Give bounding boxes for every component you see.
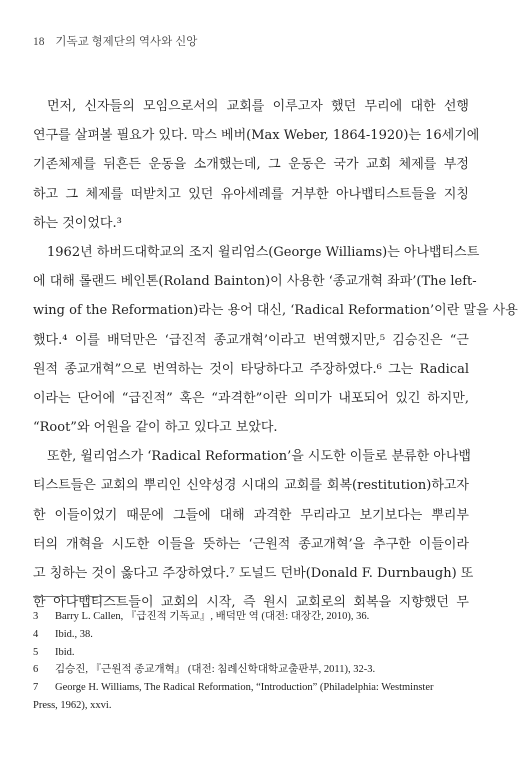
footnote-text: Barry L. Callen, 『급진적 기독교』, 배덕만 역 (대전: 대장간, 2010), 36.	[55, 611, 370, 622]
footnotes	[33, 608, 469, 715]
footnote-divider	[33, 596, 123, 597]
footnote	[33, 644, 469, 662]
paragraph-line: 기존체제를 뒤흔든 운동을 소개했는데, 그 운동은 국가 교회 체제를 부정	[33, 157, 469, 173]
footnote	[33, 608, 469, 626]
paragraph-line: 했다.⁴ 이를 배덕만은 ‘급진적 종교개혁’이라고 번역했지만,⁵ 김승진은 “근	[33, 332, 469, 348]
paragraph-line: 티스트들은 교회의 뿌리인 신약성경 시대의 교회를 회복(restitution)하고자	[33, 478, 469, 494]
paragraph-line: 한 이들이었기 때문에 그들에 대해 과격한 무리라고 보기보다는 뿌리부	[33, 507, 469, 523]
paragraph-line: 한 아나뱁티스트들이 교회의 시작, 즉 원시 교회로의 회복을 지향했던 무	[33, 595, 469, 611]
page-number: 18	[33, 36, 45, 48]
footnote-text: George H. Williams, The Radical Reformation, “Introduction” (Philadelphia: Westminster	[55, 682, 434, 694]
footnote-text: 김승진, 『근원적 종교개혁』 (대전: 침례신학대학교출판부, 2011), 32-3.	[55, 664, 376, 676]
footnote-text: Ibid., 38.	[55, 628, 93, 640]
paragraph-line: 원적 종교개혁”으로 번역하는 것이 타당하다고 주장하였다.⁶ 그는 Radical	[33, 361, 469, 377]
paragraph-line: 연구를 살펴볼 필요가 있다. 막스 베버(Max Weber, 1864-1920)는 16세기에	[33, 128, 480, 144]
footnote-number: 3	[33, 611, 39, 622]
body-text	[33, 92, 518, 617]
paragraph-line: 에 대해 롤랜드 베인톤(Roland Bainton)이 사용한 ‘종교개혁 좌파’(The left-	[33, 274, 477, 290]
paragraph-line: 이라는 단어에 “급진적” 혹은 “과격한”이란 의미가 내포되어 있긴 하지만,	[33, 390, 469, 406]
paragraph-line: 터의 개혁을 시도한 이들을 뜻하는 ‘근원적 종교개혁’을 추구한 이들이라	[33, 536, 469, 552]
paragraph-line: 또한, 윌리엄스가 ‘Radical Reformation’을 시도한 이들로 분류한 아나뱁	[47, 449, 471, 465]
book-title: 기독교 형제단의 역사와 신앙	[55, 36, 198, 48]
footnote-continuation: Press, 1962), xxvi.	[33, 699, 112, 711]
paragraph-line: wing of the Reformation)라는 용어 대신, ‘Radical Reformation’이란 말을 사용	[33, 303, 518, 319]
footnote-number: 7	[33, 682, 39, 694]
footnote-text: Ibid.	[55, 646, 75, 658]
footnote	[33, 661, 469, 679]
paragraph-line: 1962년 하버드대학교의 조지 윌리엄스(George Williams)는 아나뱁티스트	[47, 244, 480, 260]
running-header	[33, 33, 197, 49]
footnote-number: 6	[33, 664, 39, 676]
footnote-number: 4	[33, 628, 39, 640]
footnote-number: 5	[33, 646, 39, 658]
footnote	[33, 679, 469, 697]
paragraph-line: 하고 그 체제를 떠받치고 있던 유아세례를 거부한 아나뱁티스트들을 지칭	[33, 186, 469, 202]
paragraph-line: 먼저, 신자들의 모임으로서의 교회를 이루고자 했던 무리에 대한 선행	[47, 99, 469, 114]
paragraph-line: 고 칭하는 것이 옳다고 주장하였다.⁷ 도널드 던바(Donald F. Durnbaugh) 또	[33, 566, 474, 581]
paragraph-line: “Root”와 어원을 같이 하고 있다고 보았다.	[33, 420, 278, 436]
footnote	[33, 626, 469, 644]
paragraph-line: 하는 것이었다.³	[33, 215, 122, 231]
